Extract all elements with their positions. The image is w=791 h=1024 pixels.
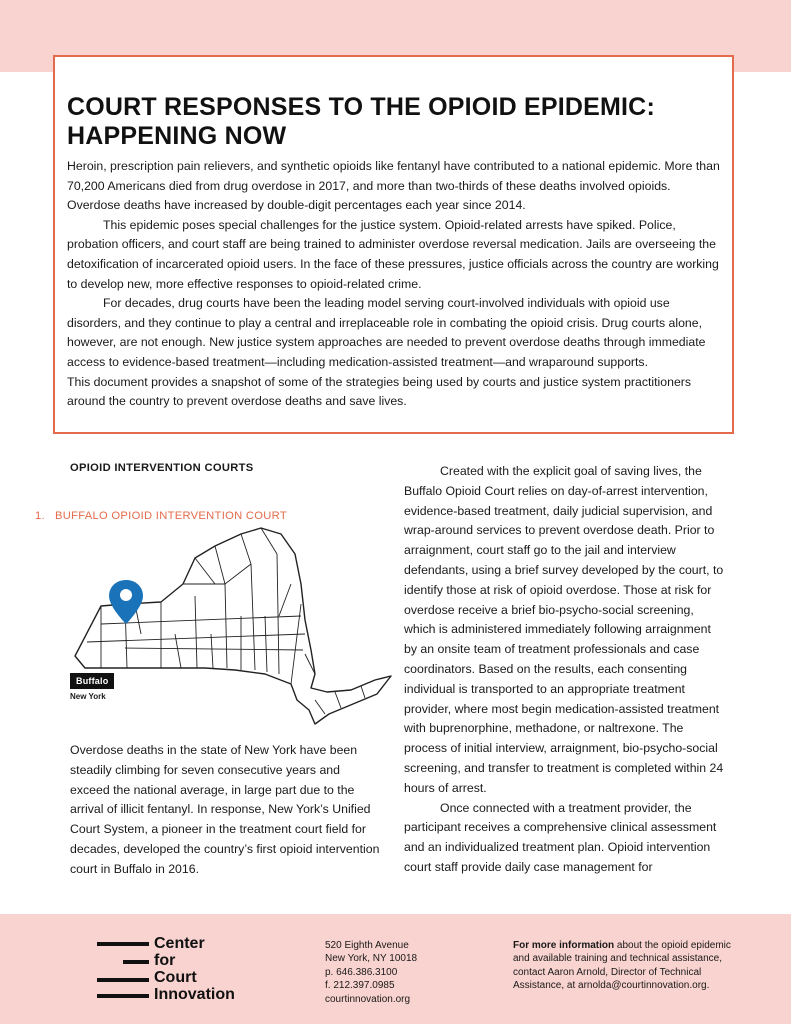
court-title: BUFFALO OPIOID INTERVENTION COURT	[54, 510, 287, 522]
court-number: 1.	[35, 510, 45, 522]
fax-number: f. 212.397.0985	[325, 980, 395, 992]
city-label: Buffalo	[70, 673, 114, 689]
logo-word: Innovation	[154, 986, 235, 1003]
intro-paragraph: This epidemic poses special challenges for the justice system. Opioid-related arrests have spiked. Police, probation officers, and court staff are being trained to administer overdose reversal medication. Jails are overseeing the detoxification of incarcerated opioid users. In the face of these pressures, justice officials across the country are working to develop new, more effective responses to opioid-related crime.	[67, 217, 719, 291]
logo-word: Court	[154, 969, 197, 986]
right-body-paragraph: Once connected with a treatment provider, the participant receives a comprehensive clinical assessment and an individualized treatment plan. Opioid intervention court staff provide daily case management for	[404, 800, 717, 874]
intro-paragraph: For decades, drug courts have been the leading model serving court-involved individuals with opioid use disorders, and they continue to play a central and irreplaceable role in combating the opioid crisis. Drug courts alone, however, are not enough. New justice system approaches are needed to prevent overdose deaths through immediate access to evidence-based treatment—including medication-assisted treatment—and wraparound supports.	[67, 296, 706, 369]
court-heading	[35, 510, 297, 522]
left-body-text: Overdose deaths in the state of New York have been steadily climbing for seven consecutive years and exceed the national average, in large part due to the arrival of illicit fentanyl. In response, New York’s Unified Court System, a pioneer in the treatment court field for decades, developed the country’s first opioid intervention court in Buffalo in 2016.	[70, 743, 380, 876]
left-column	[70, 462, 370, 474]
state-map-graphic	[65, 524, 400, 729]
contact-bold-lead: For more information	[513, 940, 615, 951]
center-for-court-innovation-logo	[97, 936, 247, 1006]
page-title: COURT RESPONSES TO THE OPIOID EPIDEMIC: HAPPENING NOW	[67, 93, 655, 150]
website-link[interactable]: courtinnovation.org	[325, 993, 411, 1005]
state-label: New York	[70, 692, 106, 701]
logo-word: for	[154, 952, 176, 969]
intro-paragraph: This document provides a snapshot of some of the strategies being used by courts and justice system practitioners around the country to prevent overdose deaths and save lives.	[67, 374, 692, 409]
footer-contact	[513, 939, 733, 993]
section-heading: OPIOID INTERVENTION COURTS	[70, 462, 254, 474]
address-line: 520 Eighth Avenue	[325, 940, 409, 951]
logo-word: Center	[154, 935, 205, 952]
state-outline	[75, 528, 391, 724]
phone-number: p. 646.386.3100	[325, 966, 398, 978]
intro-box	[53, 55, 734, 434]
new-york-map	[65, 524, 400, 729]
footer-address	[325, 939, 417, 1006]
right-column	[404, 462, 724, 878]
intro-paragraph: Heroin, prescription pain relievers, and synthetic opioids like fentanyl have contributed to a national epidemic. More than 70,200 Americans died from drug overdose in 2017, and more than two-thirds of these deaths involved opioids. Overdose deaths have increased by double-digit percentages each year since 2014.	[67, 159, 720, 213]
address-line: New York, NY 10018	[325, 953, 418, 965]
contact-text: about the opioid epidemic and available training and technical assistance, contact Aaron Arnold, Director of Technical Assistance, at arnolda@courtinnovation.org.	[513, 940, 731, 992]
right-body-paragraph: Created with the explicit goal of saving lives, the Buffalo Opioid Court relies on day-of-arrest intervention, evidence-based treatment, daily judicial supervision, and wrap-around services to prevent overdose death. Prior to arraignment, court staff go to the jail and interview defendants, using a brief survey developed by the court, to identify those at risk of opioid overdose. Those at risk for overdose receive a brief bio-psycho-social screening, which is administered immediately following arraignment by an onsite team of treatment professionals and case coordinators. Based on the results, each consenting individual is transported to an appropriate treatment provider, where most begin medication-assisted treatment with buprenorphine, methadone, or naltrexone. The process of initial interview, arraignment, bio-psycho-social screening, and transfer to treatment is completed within 24 hours of arrest.	[404, 464, 724, 795]
